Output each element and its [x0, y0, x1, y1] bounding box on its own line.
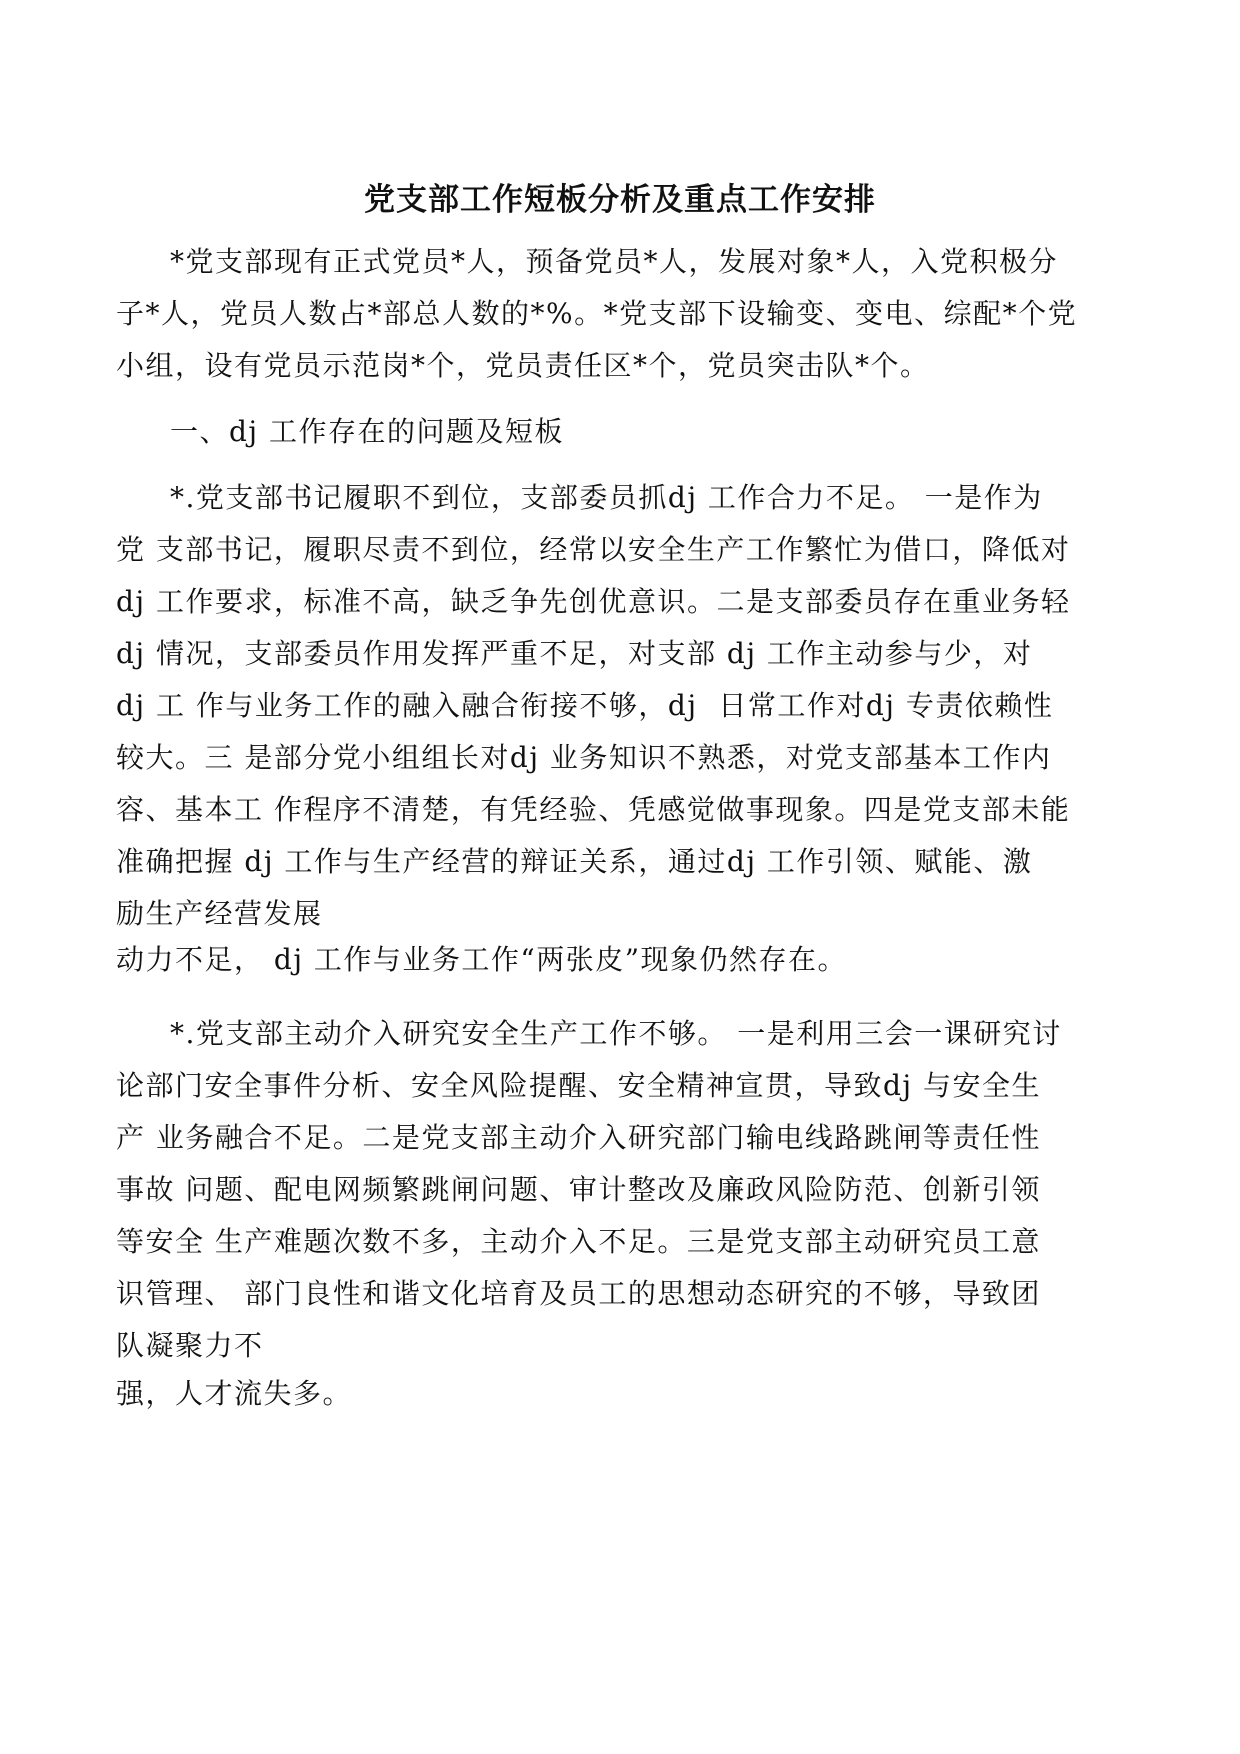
point2-line-2: 论部门安全事件分析、安全风险提醒、安全精神宣贯，导致dj 与安全生 — [116, 1069, 1042, 1102]
point2-line-5: 等安全 生产难题次数不多，主动介入不足。三是党支部主动研究员工意 — [116, 1225, 1041, 1258]
intro-line-1: *党支部现有正式党员*人，预备党员*人，发展对象*人，入党积极分 — [170, 245, 1059, 278]
intro-line-3: 小组，设有党员示范岗*个，党员责任区*个，党员突击队*个。 — [116, 349, 930, 382]
point2-line-8: 强，人才流失多。 — [116, 1377, 353, 1410]
point2-line-3: 产 业务融合不足。二是党支部主动介入研究部门输电线路跳闸等责任性 — [116, 1121, 1041, 1154]
point2-line-1: *.党支部主动介入研究安全生产工作不够。 一是利用三会一课研究讨 — [170, 1017, 1062, 1050]
point2-line-4: 事故 问题、配电网频繁跳闸问题、审计整改及廉政风险防范、创新引领 — [116, 1173, 1041, 1206]
point1-line-5: dj 工 作与业务工作的融入融合衔接不够，dj 日常工作对dj 专责依赖性 — [116, 689, 1054, 722]
point1-line-4: dj 情况，支部委员作用发挥严重不足，对支部 dj 工作主动参与少，对 — [116, 637, 1033, 670]
intro-line-2: 子*人，党员人数占*部总人数的*%。*党支部下设输变、变电、综配*个党 — [116, 297, 1078, 330]
point2-line-6: 识管理、 部门良性和谐文化培育及员工的思想动态研究的不够，导致团 — [116, 1277, 1041, 1310]
point1-line-1: *.党支部书记履职不到位，支部委员抓dj 工作合力不足。 一是作为 — [170, 481, 1043, 514]
point1-line-8: 准确把握 dj 工作与生产经营的辩证关系，通过dj 工作引领、赋能、激 — [116, 845, 1033, 878]
point1-line-3: dj 工作要求，标准不高，缺乏争先创优意识。二是支部委员存在重业务轻 — [116, 585, 1071, 618]
document-title: 党支部工作短板分析及重点工作安排 — [364, 182, 876, 218]
point1-line-9: 励生产经营发展 — [116, 897, 323, 930]
point2-line-7: 队凝聚力不 — [116, 1329, 264, 1362]
point1-line-2: 党 支部书记，履职尽责不到位，经常以安全生产工作繁忙为借口，降低对 — [116, 533, 1071, 566]
point1-line-7: 容、基本工 作程序不清楚，有凭经验、凭感觉做事现象。四是党支部未能 — [116, 793, 1071, 826]
section-heading: 一、dj 工作存在的问题及短板 — [170, 415, 565, 448]
point1-line-10: 动力不足， dj 工作与业务工作“两张皮”现象仍然存在。 — [116, 943, 848, 976]
point1-line-6: 较大。三 是部分党小组组长对dj 业务知识不熟悉，对党支部基本工作内 — [116, 741, 1052, 774]
